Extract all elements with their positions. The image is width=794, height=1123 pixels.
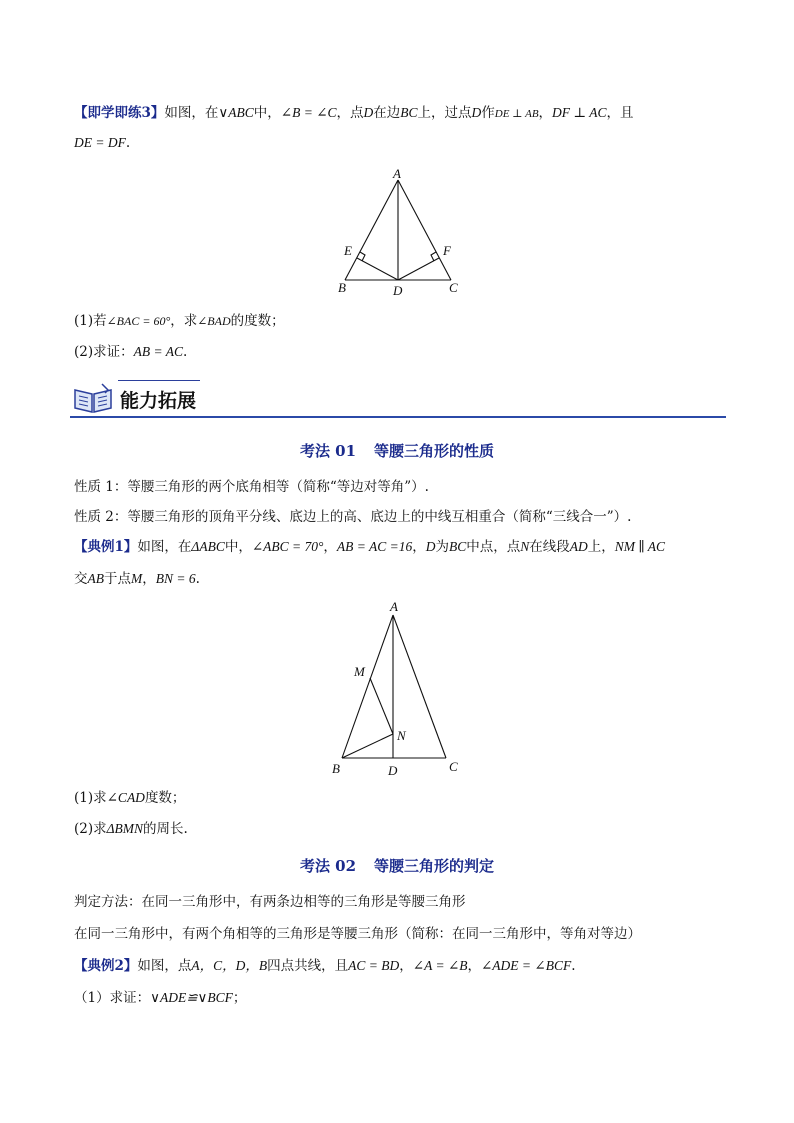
segment-de [357, 258, 398, 280]
side-ac [398, 180, 451, 280]
label-e: E [344, 243, 352, 258]
practice3-line1: 【即学即练3】如图，在∨ABC中，∠B = ∠C，点D在边BC上，过点D作DE ⊥ AB，DF ⊥ AC，且 [74, 105, 634, 121]
label-n: N [397, 728, 406, 743]
banner-title: 能力拓展 [120, 390, 197, 412]
side-ab [342, 615, 393, 758]
example1-line2: 交AB于点M，BN = 6. [74, 571, 200, 587]
practice3-question1: (1)若∠BAC = 60°，求∠BAD的度数； [74, 313, 285, 329]
label-m: M [354, 664, 365, 679]
section2-heading: 考法 02 等腰三角形的判定 [299, 857, 495, 875]
section1-heading: 考法 01 等腰三角形的性质 [299, 442, 495, 460]
label-c: C [449, 759, 458, 774]
figure-triangle-abc-1 [330, 165, 470, 300]
example2-line1: 【典例2】如图，点A，C，D，B四点共线，且AC = BD，∠A = ∠B，∠ADE = ∠BCF. [74, 958, 576, 974]
label-f: F [443, 243, 451, 258]
segment-mn [370, 678, 393, 734]
property-1: 性质 1：等腰三角形的两个底角相等（简称“等边对等角”）. [74, 479, 429, 495]
label-d: D [388, 763, 398, 778]
label-b: B [338, 280, 346, 295]
determination-method-2: 在同一三角形中，有两个角相等的三角形是等腰三角形（简称：在同一三角形中，等角对等边） [74, 926, 641, 942]
label-a: A [393, 166, 401, 181]
label-b: B [332, 761, 340, 776]
side-ab [345, 180, 398, 280]
example1-line1: 【典例1】如图，在ΔABC中，∠ABC = 70°，AB = AC =16，D为BC中点，点N在线段AD上，NM ∥ AC [74, 539, 666, 555]
determination-method: 判定方法：在同一三角形中，有两条边相等的三角形是等腰三角形 [74, 894, 466, 910]
label-a: A [390, 599, 398, 614]
figure-triangle-abc-2 [320, 595, 470, 780]
practice3-line2: DE = DF. [74, 135, 131, 151]
open-book-icon [72, 382, 114, 414]
label-d: D [393, 283, 403, 298]
example1-question2: (2)求ΔBMN的周长. [74, 821, 188, 837]
label-c: C [449, 280, 458, 295]
practice-tag: 【即学即练3】 [74, 105, 165, 121]
section-banner [70, 378, 726, 420]
property-2: 性质 2：等腰三角形的顶角平分线、底边上的高、底边上的中线互相重合（简称“三线合一”）. [74, 509, 632, 525]
segment-df [398, 258, 439, 280]
example2-question1: （1）求证：∨ADE≌∨BCF； [74, 990, 247, 1006]
practice3-question2: (2)求证：AB = AC. [74, 344, 188, 360]
example1-question1: (1)求∠CAD度数； [74, 790, 186, 806]
